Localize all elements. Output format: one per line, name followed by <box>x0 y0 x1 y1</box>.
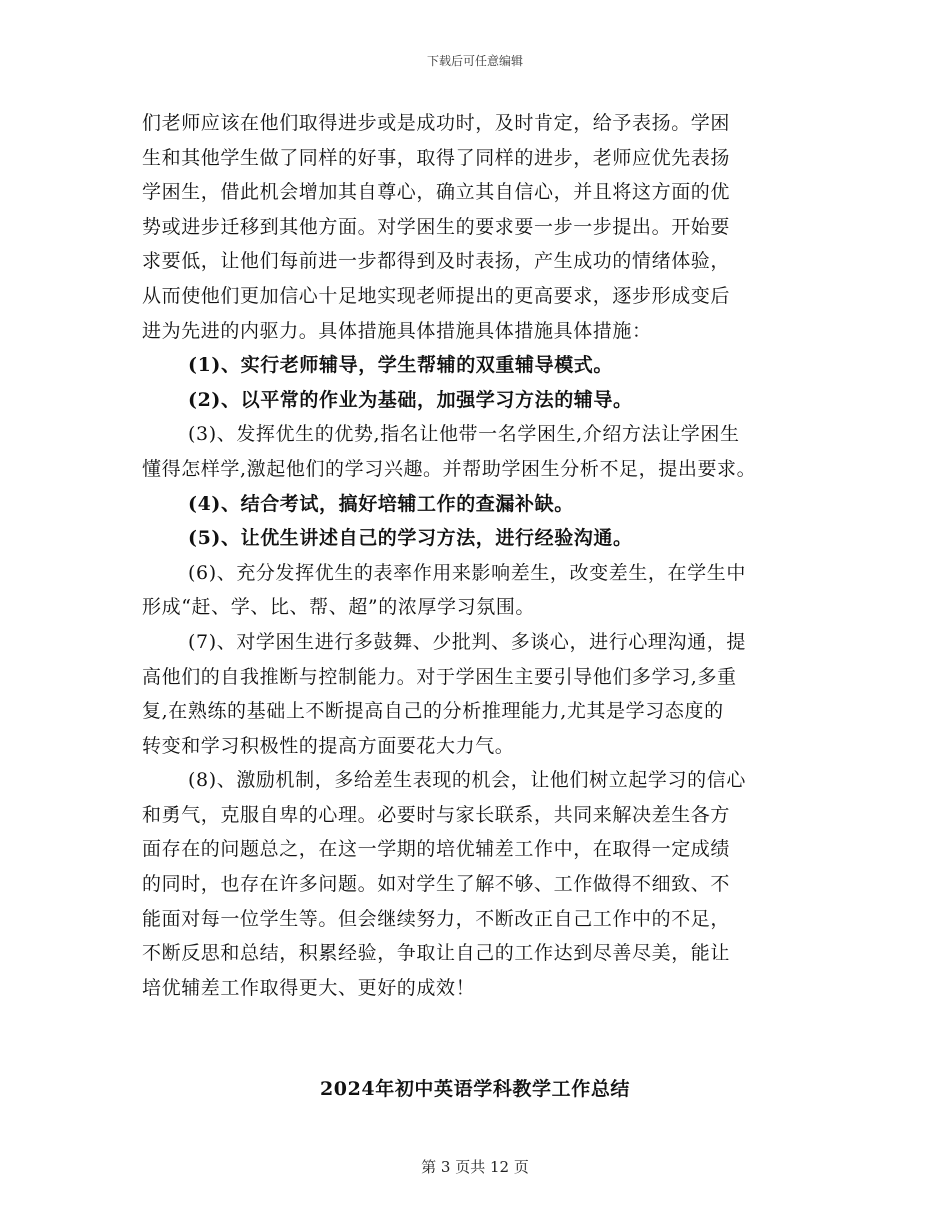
text-line: 和勇气，克服自卑的心理。必要时与家长联系，共同来解决差生各方 <box>142 803 731 826</box>
text-line: 高他们的自我推断与控制能力。对于学困生主要引导他们多学习,多重 <box>142 665 737 688</box>
text-line: 们老师应该在他们取得进步或是成功时，及时肯定，给予表扬。学困 <box>142 112 731 134</box>
text-line: 生和其他学生做了同样的好事，取得了同样的进步，老师应优先表扬 <box>142 146 731 169</box>
text-line: 面存在的问题总之，在这一学期的培优辅差工作中，在取得一定成绩 <box>142 838 731 861</box>
text-line: 不断反思和总结，积累经验，争取让自己的工作达到尽善尽美，能让 <box>142 942 731 965</box>
text-line: 学困生，借此机会增加其自尊心，确立其自信心，并且将这方面的优 <box>142 181 731 204</box>
body-text <box>142 106 808 1005</box>
text-line: (6)、充分发挥优生的表率作用来影响差生，改变差生，在学生中 <box>188 561 746 584</box>
text-line: 懂得怎样学,激起他们的学习兴趣。并帮助学困生分析不足，提出要求。 <box>142 457 757 480</box>
text-line: (7)、对学困生进行多鼓舞、少批判、多谈心，进行心理沟通，提 <box>188 630 746 653</box>
text-line: 的同时，也存在许多问题。如对学生了解不够、工作做得不细致、不 <box>142 873 731 896</box>
text-line: 势或进步迁移到其他方面。对学困生的要求要一步一步提出。开始要 <box>142 215 731 238</box>
text-line: 从而使他们更加信心十足地实现老师提出的更高要求，逐步形成变后 <box>142 284 731 307</box>
text-line: 能面对每一位学生等。但会继续努力，不断改正自己工作中的不足， <box>142 907 731 930</box>
text-line: 培优辅差工作取得更大、更好的成效！ <box>142 976 476 999</box>
page-header: 下载后可任意编辑 <box>426 54 523 68</box>
section-title: 2024年初中英语学科教学工作总结 <box>319 1078 631 1100</box>
text-line: (8)、激励机制，多给差生表现的机会，让他们树立起学习的信心 <box>188 769 746 792</box>
text-line: 形成“赶、学、比、帮、超”的浓厚学习氛围。 <box>142 596 536 619</box>
text-line: 进为先进的内驱力。具体措施具体措施具体措施具体措施： <box>142 319 652 342</box>
text-line: 复,在熟练的基础上不断提高自己的分析推理能力,尤其是学习态度的 <box>142 700 724 723</box>
text-line: 求要低，让他们每前进一步都得到及时表扬，产生成功的情绪体验， <box>142 250 731 273</box>
text-line: 转变和学习积极性的提高方面要花大力气。 <box>142 734 515 757</box>
text-line: (2)、以平常的作业为基础，加强学习方法的辅导。 <box>188 388 633 411</box>
text-line: (4)、结合考试，搞好培辅工作的查漏补缺。 <box>188 492 574 515</box>
text-line: (3)、发挥优生的优势,指名让他带一名学困生,介绍方法让学困生 <box>188 423 740 446</box>
text-line: (5)、让优生讲述自己的学习方法，进行经验沟通。 <box>188 527 633 550</box>
text-line: (1)、实行老师辅导，学生帮辅的双重辅导模式。 <box>188 354 614 377</box>
page-footer: 第 3 页共 12 页 <box>421 1158 529 1176</box>
